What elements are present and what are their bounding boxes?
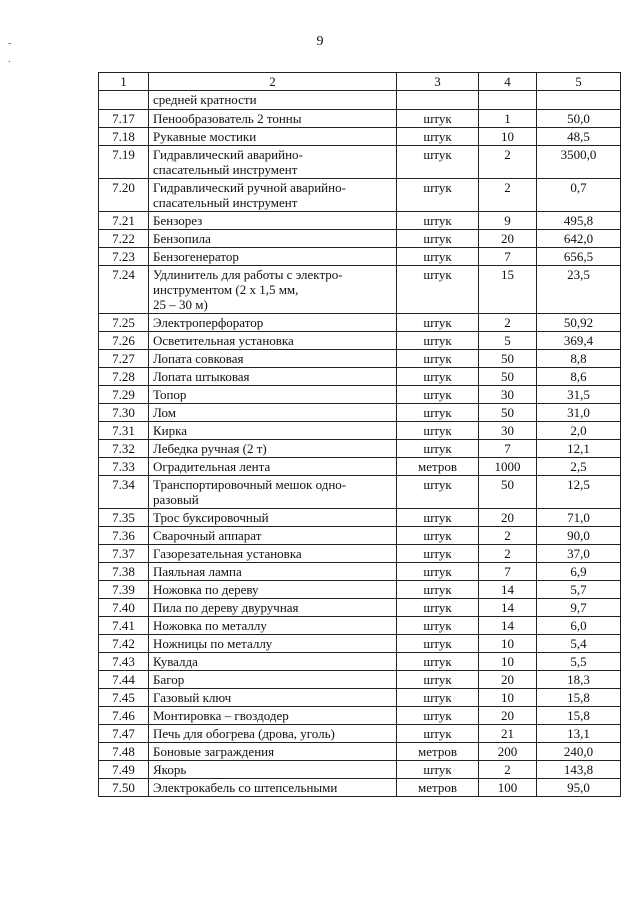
column-header: 2 — [149, 73, 397, 91]
item-price: 23,5 — [537, 266, 621, 314]
item-unit: штук — [397, 545, 479, 563]
item-unit: штук — [397, 146, 479, 179]
item-name — [149, 458, 397, 476]
table-row — [99, 179, 621, 212]
item-name — [149, 179, 397, 212]
item-quantity: 100 — [479, 779, 537, 797]
item-quantity: 2 — [479, 314, 537, 332]
item-name-line: Бензогенератор — [153, 249, 239, 264]
item-number: 7.19 — [99, 146, 149, 179]
item-quantity: 5 — [479, 332, 537, 350]
item-quantity: 50 — [479, 476, 537, 509]
item-name — [149, 725, 397, 743]
item-unit: штук — [397, 404, 479, 422]
item-number: 7.40 — [99, 599, 149, 617]
item-quantity: 14 — [479, 617, 537, 635]
item-number: 7.26 — [99, 332, 149, 350]
item-quantity: 2 — [479, 545, 537, 563]
continuation-num-cell — [99, 91, 149, 110]
item-name — [149, 212, 397, 230]
item-number: 7.45 — [99, 689, 149, 707]
table-row — [99, 422, 621, 440]
item-name-line: Лом — [153, 405, 176, 420]
item-name-line: Пила по дереву двуручная — [153, 600, 299, 615]
table-row — [99, 707, 621, 725]
item-quantity: 20 — [479, 509, 537, 527]
item-unit: штук — [397, 179, 479, 212]
item-price: 31,0 — [537, 404, 621, 422]
item-unit: штук — [397, 617, 479, 635]
item-name — [149, 563, 397, 581]
table-row — [99, 458, 621, 476]
item-price: 18,3 — [537, 671, 621, 689]
item-name-line: 25 – 30 м) — [153, 297, 208, 312]
item-number: 7.42 — [99, 635, 149, 653]
table-row — [99, 368, 621, 386]
item-unit: штук — [397, 332, 479, 350]
item-name-line: Бензопила — [153, 231, 211, 246]
item-name-line: Транспортировочный мешок одно- — [153, 477, 347, 492]
item-number: 7.18 — [99, 128, 149, 146]
item-name — [149, 689, 397, 707]
item-unit: штук — [397, 581, 479, 599]
item-unit: штук — [397, 248, 479, 266]
item-unit: штук — [397, 422, 479, 440]
column-header: 1 — [99, 73, 149, 91]
item-name-line: Багор — [153, 672, 185, 687]
margin-mark: . — [8, 54, 11, 65]
item-unit: штук — [397, 761, 479, 779]
continuation-price-cell — [537, 91, 621, 110]
item-unit: штук — [397, 440, 479, 458]
continuation-unit-cell — [397, 91, 479, 110]
item-number: 7.30 — [99, 404, 149, 422]
table-row — [99, 635, 621, 653]
item-name-line: спасательный инструмент — [153, 195, 298, 210]
item-quantity: 2 — [479, 761, 537, 779]
table-row — [99, 653, 621, 671]
item-quantity: 9 — [479, 212, 537, 230]
equipment-table — [98, 72, 621, 797]
item-name-line: инструментом (2 х 1,5 мм, — [153, 282, 299, 297]
item-number: 7.46 — [99, 707, 149, 725]
item-price: 143,8 — [537, 761, 621, 779]
item-name-line: Бензорез — [153, 213, 203, 228]
table-row — [99, 743, 621, 761]
table-row — [99, 386, 621, 404]
item-unit: штук — [397, 386, 479, 404]
item-unit: штук — [397, 368, 479, 386]
item-name — [149, 779, 397, 797]
page-number: 9 — [316, 34, 324, 49]
item-number: 7.22 — [99, 230, 149, 248]
column-header: 5 — [537, 73, 621, 91]
table-row — [99, 671, 621, 689]
item-name-line: Газовый ключ — [153, 690, 232, 705]
item-name — [149, 230, 397, 248]
item-number: 7.44 — [99, 671, 149, 689]
item-price: 369,4 — [537, 332, 621, 350]
table-row — [99, 545, 621, 563]
margin-mark: - — [8, 38, 12, 49]
table-row — [99, 527, 621, 545]
item-unit: штук — [397, 563, 479, 581]
item-quantity: 15 — [479, 266, 537, 314]
item-price: 495,8 — [537, 212, 621, 230]
item-quantity: 2 — [479, 527, 537, 545]
item-name-line: Газорезательная установка — [153, 546, 302, 561]
table-row — [99, 266, 621, 314]
item-unit: штук — [397, 527, 479, 545]
table-row — [99, 761, 621, 779]
item-number: 7.33 — [99, 458, 149, 476]
item-quantity: 30 — [479, 386, 537, 404]
item-quantity: 10 — [479, 635, 537, 653]
item-price: 8,8 — [537, 350, 621, 368]
item-name — [149, 146, 397, 179]
continuation-qty-cell — [479, 91, 537, 110]
item-price: 5,5 — [537, 653, 621, 671]
item-name — [149, 617, 397, 635]
item-name — [149, 422, 397, 440]
table-row — [99, 581, 621, 599]
item-name-line: Пенообразователь 2 тонны — [153, 111, 302, 126]
item-number: 7.34 — [99, 476, 149, 509]
item-name — [149, 368, 397, 386]
item-number: 7.41 — [99, 617, 149, 635]
table-row — [99, 509, 621, 527]
item-price: 5,7 — [537, 581, 621, 599]
item-unit: штук — [397, 212, 479, 230]
table-row — [99, 350, 621, 368]
item-name — [149, 527, 397, 545]
item-price: 6,0 — [537, 617, 621, 635]
item-name — [149, 509, 397, 527]
item-name — [149, 404, 397, 422]
table-row — [99, 128, 621, 146]
item-name-line: спасательный инструмент — [153, 162, 298, 177]
item-unit: штук — [397, 635, 479, 653]
item-name-line: Монтировка – гвоздодер — [153, 708, 289, 723]
item-name — [149, 761, 397, 779]
item-quantity: 14 — [479, 581, 537, 599]
item-number: 7.43 — [99, 653, 149, 671]
item-price: 2,5 — [537, 458, 621, 476]
item-price: 50,92 — [537, 314, 621, 332]
item-unit: штук — [397, 689, 479, 707]
table-header-row — [99, 73, 621, 91]
item-price: 37,0 — [537, 545, 621, 563]
item-price: 6,9 — [537, 563, 621, 581]
item-price: 48,5 — [537, 128, 621, 146]
item-name-line: Электрокабель со штепсельными — [153, 780, 338, 795]
item-name-line: Ножовка по дереву — [153, 582, 259, 597]
item-name — [149, 476, 397, 509]
item-price: 71,0 — [537, 509, 621, 527]
item-name-line: Боновые заграждения — [153, 744, 275, 759]
column-header: 4 — [479, 73, 537, 91]
item-quantity: 20 — [479, 707, 537, 725]
item-name-line: Электроперфоратор — [153, 315, 264, 330]
item-number: 7.35 — [99, 509, 149, 527]
item-number: 7.24 — [99, 266, 149, 314]
table-row — [99, 476, 621, 509]
margin-marks — [8, 38, 11, 66]
item-name-line: Сварочный аппарат — [153, 528, 262, 543]
item-name-line: Ножовка по металлу — [153, 618, 267, 633]
item-name — [149, 545, 397, 563]
item-price: 90,0 — [537, 527, 621, 545]
item-unit: штук — [397, 707, 479, 725]
item-number: 7.37 — [99, 545, 149, 563]
table-row — [99, 212, 621, 230]
item-number: 7.17 — [99, 110, 149, 128]
item-number: 7.38 — [99, 563, 149, 581]
item-quantity: 200 — [479, 743, 537, 761]
continuation-row — [99, 91, 621, 110]
item-name — [149, 350, 397, 368]
item-unit: метров — [397, 458, 479, 476]
table-row — [99, 689, 621, 707]
item-name — [149, 332, 397, 350]
item-number: 7.50 — [99, 779, 149, 797]
item-quantity: 14 — [479, 599, 537, 617]
item-quantity: 21 — [479, 725, 537, 743]
item-unit: метров — [397, 743, 479, 761]
column-header: 3 — [397, 73, 479, 91]
table-row — [99, 599, 621, 617]
table-row — [99, 110, 621, 128]
item-name-line: Трос буксировочный — [153, 510, 269, 525]
item-quantity: 1 — [479, 110, 537, 128]
item-number: 7.48 — [99, 743, 149, 761]
item-unit: штук — [397, 509, 479, 527]
item-name — [149, 314, 397, 332]
item-unit: штук — [397, 266, 479, 314]
item-name — [149, 440, 397, 458]
item-name — [149, 599, 397, 617]
item-unit: штук — [397, 476, 479, 509]
item-quantity: 20 — [479, 230, 537, 248]
table-row — [99, 779, 621, 797]
table-row — [99, 248, 621, 266]
item-name-line: Осветительная установка — [153, 333, 294, 348]
item-name — [149, 743, 397, 761]
item-name-line: Рукавные мостики — [153, 129, 257, 144]
item-price: 3500,0 — [537, 146, 621, 179]
item-number: 7.31 — [99, 422, 149, 440]
item-number: 7.39 — [99, 581, 149, 599]
item-name — [149, 635, 397, 653]
table-row — [99, 440, 621, 458]
item-quantity: 20 — [479, 671, 537, 689]
table-row — [99, 230, 621, 248]
item-name-line: Печь для обогрева (дрова, уголь) — [153, 726, 335, 741]
table-row — [99, 617, 621, 635]
item-name-line: Оградительная лента — [153, 459, 271, 474]
item-number: 7.25 — [99, 314, 149, 332]
item-unit: штук — [397, 314, 479, 332]
item-name-line: Гидравлический аварийно- — [153, 147, 303, 162]
item-quantity: 1000 — [479, 458, 537, 476]
item-name — [149, 581, 397, 599]
item-unit: штук — [397, 725, 479, 743]
item-quantity: 2 — [479, 179, 537, 212]
item-quantity: 10 — [479, 653, 537, 671]
item-name-line: Топор — [153, 387, 187, 402]
item-quantity: 2 — [479, 146, 537, 179]
item-unit: штук — [397, 350, 479, 368]
item-number: 7.32 — [99, 440, 149, 458]
item-price: 12,5 — [537, 476, 621, 509]
item-name — [149, 671, 397, 689]
item-price: 2,0 — [537, 422, 621, 440]
item-name — [149, 248, 397, 266]
item-name-line: Кувалда — [153, 654, 198, 669]
item-price: 5,4 — [537, 635, 621, 653]
item-number: 7.36 — [99, 527, 149, 545]
item-number: 7.21 — [99, 212, 149, 230]
item-number: 7.29 — [99, 386, 149, 404]
item-price: 31,5 — [537, 386, 621, 404]
item-price: 15,8 — [537, 689, 621, 707]
item-name — [149, 653, 397, 671]
item-name — [149, 110, 397, 128]
item-quantity: 7 — [479, 563, 537, 581]
item-number: 7.47 — [99, 725, 149, 743]
table-row — [99, 332, 621, 350]
item-name-line: Паяльная лампа — [153, 564, 242, 579]
item-quantity: 10 — [479, 128, 537, 146]
item-price: 0,7 — [537, 179, 621, 212]
item-unit: штук — [397, 128, 479, 146]
item-quantity: 50 — [479, 404, 537, 422]
item-name — [149, 707, 397, 725]
item-name-line: Лопата совковая — [153, 351, 244, 366]
item-quantity: 7 — [479, 440, 537, 458]
item-quantity: 10 — [479, 689, 537, 707]
item-name-line: разовый — [153, 492, 199, 507]
table-row — [99, 404, 621, 422]
item-price: 642,0 — [537, 230, 621, 248]
item-number: 7.27 — [99, 350, 149, 368]
item-name-line: Якорь — [153, 762, 187, 777]
item-price: 240,0 — [537, 743, 621, 761]
item-unit: метров — [397, 779, 479, 797]
item-number: 7.20 — [99, 179, 149, 212]
item-price: 12,1 — [537, 440, 621, 458]
item-price: 13,1 — [537, 725, 621, 743]
item-unit: штук — [397, 230, 479, 248]
item-name-line: Лебедка ручная (2 т) — [153, 441, 267, 456]
item-price: 656,5 — [537, 248, 621, 266]
item-unit: штук — [397, 599, 479, 617]
item-price: 8,6 — [537, 368, 621, 386]
item-unit: штук — [397, 110, 479, 128]
item-price: 95,0 — [537, 779, 621, 797]
item-name-line: Лопата штыковая — [153, 369, 250, 384]
item-number: 7.28 — [99, 368, 149, 386]
item-number: 7.23 — [99, 248, 149, 266]
item-quantity: 7 — [479, 248, 537, 266]
item-name-line: Ножницы по металлу — [153, 636, 273, 651]
table-row — [99, 146, 621, 179]
item-quantity: 50 — [479, 368, 537, 386]
item-quantity: 50 — [479, 350, 537, 368]
item-price: 9,7 — [537, 599, 621, 617]
continuation-text: средней кратности — [149, 91, 397, 110]
item-unit: штук — [397, 653, 479, 671]
item-name-line: Гидравлический ручной аварийно- — [153, 180, 346, 195]
item-price: 50,0 — [537, 110, 621, 128]
table-row — [99, 314, 621, 332]
item-name-line: Удлинитель для работы с электро- — [153, 267, 343, 282]
table-row — [99, 563, 621, 581]
table-row — [99, 725, 621, 743]
item-price: 15,8 — [537, 707, 621, 725]
item-quantity: 30 — [479, 422, 537, 440]
item-unit: штук — [397, 671, 479, 689]
item-name-line: Кирка — [153, 423, 188, 438]
item-number: 7.49 — [99, 761, 149, 779]
item-name — [149, 128, 397, 146]
item-name — [149, 386, 397, 404]
item-name — [149, 266, 397, 314]
